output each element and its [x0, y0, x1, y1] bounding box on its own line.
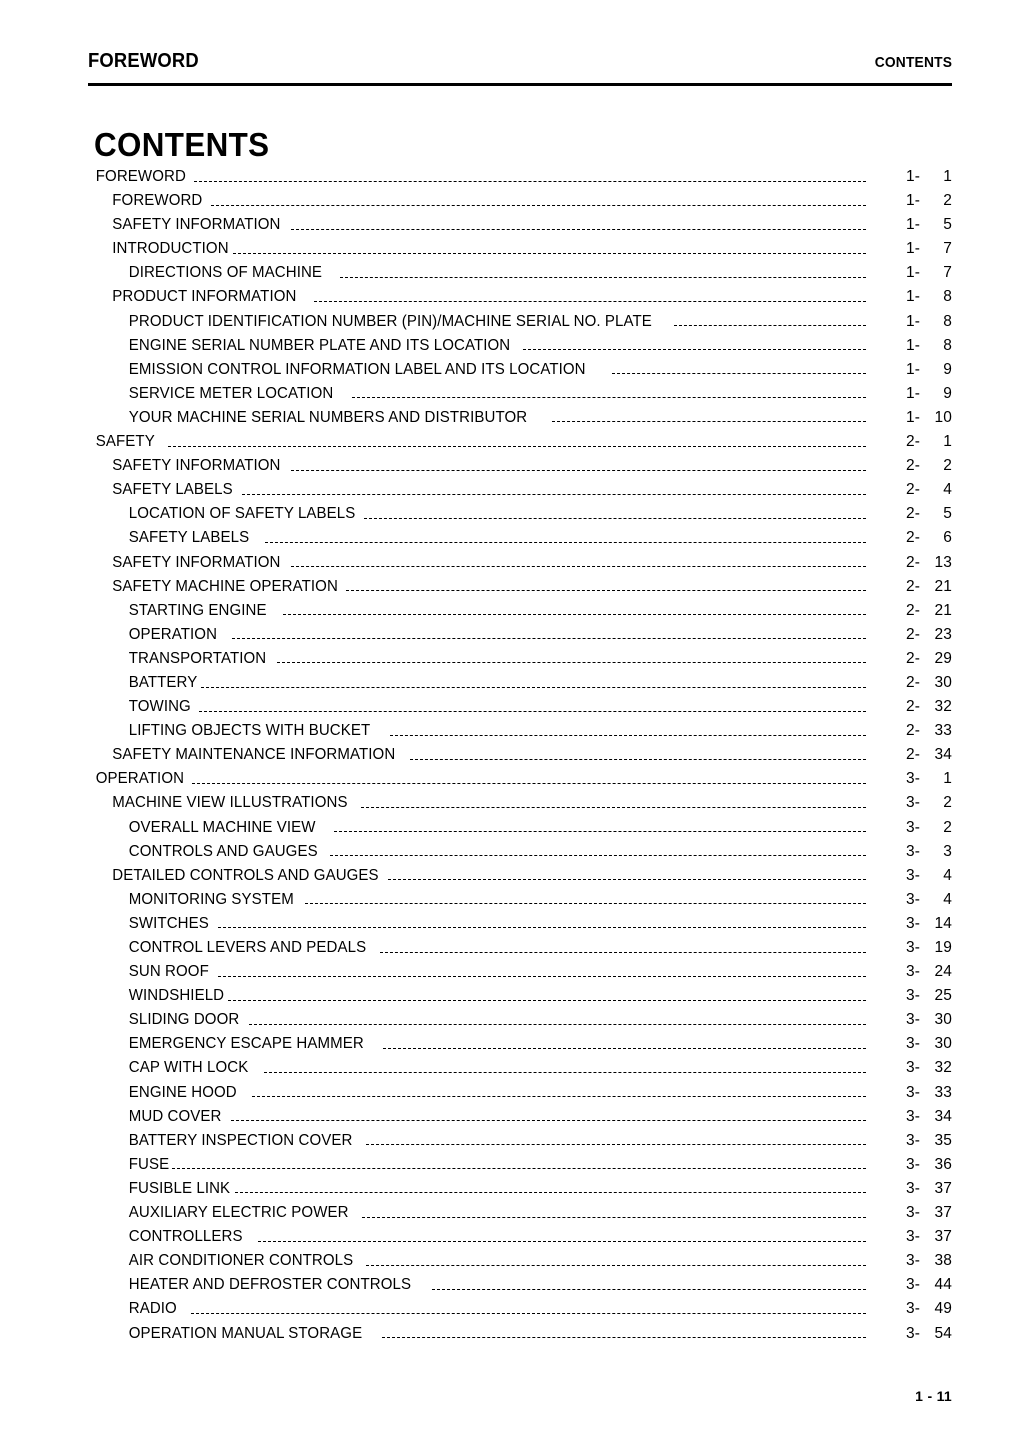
toc-entry[interactable] [88, 1325, 952, 1349]
toc-leader-dots [366, 1260, 866, 1271]
toc-entry[interactable] [88, 1180, 952, 1204]
toc-entry-chapter: 3- [906, 1011, 920, 1029]
toc-entry-chapter: 1- [906, 216, 920, 234]
toc-entry-chapter: 2- [906, 505, 920, 523]
toc-entry-label: ENGINE SERIAL NUMBER PLATE AND ITS LOCATION [128, 336, 511, 354]
toc-entry[interactable] [88, 867, 952, 891]
toc-entry-chapter: 1- [906, 312, 920, 330]
toc-entry[interactable] [88, 288, 952, 312]
toc-entry-chapter: 3- [906, 818, 920, 836]
toc-entry[interactable] [88, 746, 952, 770]
toc-leader-dots [523, 344, 866, 355]
toc-entry-label: SAFETY LABELS [112, 481, 233, 499]
toc-entry-label: SWITCHES [128, 914, 209, 932]
toc-entry-label: AUXILIARY ELECTRIC POWER [128, 1204, 349, 1222]
toc-entry-page: 7 [943, 240, 952, 258]
toc-entry-chapter: 2- [906, 553, 920, 571]
toc-entry-chapter: 2- [906, 673, 920, 691]
toc-entry-label: SAFETY INFORMATION [112, 553, 281, 571]
toc-leader-dots [366, 1139, 866, 1150]
toc-entry[interactable] [88, 819, 952, 843]
toc-entry-label: LIFTING OBJECTS WITH BUCKET [128, 722, 371, 740]
toc-entry-page: 24 [934, 963, 952, 981]
toc-entry-page: 49 [934, 1300, 952, 1318]
toc-entry-label: MACHINE VIEW ILLUSTRATIONS [112, 794, 348, 812]
toc-entry-chapter: 3- [906, 914, 920, 932]
toc-entry-chapter: 2- [906, 529, 920, 547]
toc-entry-page: 9 [943, 384, 952, 402]
toc-leader-dots [231, 1115, 866, 1126]
toc-entry-chapter: 3- [906, 1228, 920, 1246]
toc-entry-page: 13 [934, 553, 952, 571]
toc-entry[interactable] [88, 361, 952, 385]
toc-entry-page: 7 [943, 264, 952, 282]
toc-entry-page: 6 [943, 529, 952, 547]
toc-entry-label: CONTROLS AND GAUGES [128, 842, 318, 860]
toc-entry-page: 21 [934, 577, 952, 595]
toc-entry-label: STARTING ENGINE [128, 601, 267, 619]
toc-entry-chapter: 3- [906, 1107, 920, 1125]
toc-leader-dots [249, 1019, 866, 1030]
toc-entry-label: FUSIBLE LINK [128, 1179, 231, 1197]
toc-leader-dots [432, 1284, 866, 1295]
toc-leader-dots [277, 657, 866, 668]
toc-leader-dots [314, 296, 866, 307]
toc-entry[interactable] [88, 650, 952, 674]
toc-leader-dots [201, 682, 866, 693]
toc-leader-dots [352, 392, 866, 403]
toc-entry-chapter: 1- [906, 336, 920, 354]
toc-entry-label: FUSE [128, 1155, 170, 1173]
toc-entry[interactable] [88, 1300, 952, 1324]
toc-entry[interactable] [88, 602, 952, 626]
toc-leader-dots [382, 1332, 866, 1343]
toc-leader-dots [258, 1236, 866, 1247]
toc-entry-label: DIRECTIONS OF MACHINE [128, 264, 323, 282]
toc-leader-dots [218, 922, 866, 933]
toc-entry-page: 32 [934, 1059, 952, 1077]
toc-entry-label: TOWING [128, 698, 191, 716]
toc-entry-page: 14 [934, 914, 952, 932]
toc-entry-label: SAFETY INFORMATION [112, 216, 281, 234]
toc-leader-dots [283, 609, 866, 620]
header-divider [88, 83, 952, 86]
footer-page-number: 1 - 11 [915, 1388, 952, 1404]
table-of-contents [88, 168, 952, 1349]
toc-entry-chapter: 2- [906, 625, 920, 643]
toc-leader-dots [265, 537, 866, 548]
toc-entry[interactable] [88, 674, 952, 698]
toc-entry-chapter: 3- [906, 890, 920, 908]
toc-entry-page: 2 [943, 457, 952, 475]
toc-entry-label: CAP WITH LOCK [128, 1059, 249, 1077]
toc-entry-page: 25 [934, 987, 952, 1005]
toc-entry[interactable] [88, 1252, 952, 1276]
toc-entry-page: 2 [943, 818, 952, 836]
toc-entry[interactable] [88, 1084, 952, 1108]
toc-entry-page: 2 [943, 794, 952, 812]
toc-entry-chapter: 3- [906, 1324, 920, 1342]
toc-entry[interactable] [88, 1108, 952, 1132]
toc-entry-page: 29 [934, 649, 952, 667]
toc-entry[interactable] [88, 313, 952, 337]
toc-entry-page: 1 [943, 770, 952, 788]
toc-entry-label: RADIO [128, 1300, 177, 1318]
toc-entry-label: LOCATION OF SAFETY LABELS [128, 505, 356, 523]
toc-entry[interactable] [88, 891, 952, 915]
toc-leader-dots [390, 730, 866, 741]
toc-entry[interactable] [88, 457, 952, 481]
toc-leader-dots [172, 1163, 866, 1174]
toc-entry-chapter: 1- [906, 264, 920, 282]
toc-entry-chapter: 3- [906, 1276, 920, 1294]
toc-entry[interactable] [88, 722, 952, 746]
toc-leader-dots [361, 802, 866, 813]
toc-entry-label: SAFETY MACHINE OPERATION [112, 577, 338, 595]
toc-entry-page: 23 [934, 625, 952, 643]
toc-entry[interactable] [88, 168, 952, 192]
toc-entry-label: SLIDING DOOR [128, 1011, 240, 1029]
toc-leader-dots [191, 1308, 866, 1319]
toc-entry-chapter: 3- [906, 770, 920, 788]
toc-entry-page: 8 [943, 336, 952, 354]
toc-entry[interactable] [88, 264, 952, 288]
toc-leader-dots [362, 1212, 866, 1223]
toc-leader-dots [334, 826, 866, 837]
toc-leader-dots [199, 706, 866, 717]
toc-entry-chapter: 1- [906, 384, 920, 402]
toc-entry-chapter: 3- [906, 963, 920, 981]
toc-leader-dots [232, 633, 866, 644]
toc-entry[interactable] [88, 915, 952, 939]
toc-entry-page: 2 [943, 192, 952, 210]
toc-leader-dots [388, 874, 866, 885]
toc-leader-dots [252, 1091, 866, 1102]
toc-entry[interactable] [88, 192, 952, 216]
toc-entry-label: SERVICE METER LOCATION [128, 384, 334, 402]
toc-leader-dots [228, 995, 866, 1006]
toc-entry[interactable] [88, 554, 952, 578]
toc-entry-chapter: 3- [906, 1252, 920, 1270]
toc-entry-label: MUD COVER [128, 1107, 222, 1125]
toc-entry-chapter: 3- [906, 1204, 920, 1222]
toc-entry-label: SAFETY LABELS [128, 529, 250, 547]
toc-entry[interactable] [88, 770, 952, 794]
toc-entry-label: PRODUCT INFORMATION [112, 288, 297, 306]
toc-entry-chapter: 3- [906, 939, 920, 956]
toc-entry-page: 8 [943, 312, 952, 330]
toc-entry-label: SAFETY INFORMATION [112, 457, 281, 475]
toc-leader-dots [380, 947, 866, 958]
toc-entry-page: 4 [943, 481, 952, 499]
toc-entry-chapter: 1- [906, 408, 920, 426]
toc-entry-label: AIR CONDITIONER CONTROLS [128, 1252, 354, 1270]
toc-entry-page: 32 [934, 698, 952, 716]
toc-entry-label: CONTROL LEVERS AND PEDALS [128, 939, 367, 956]
toc-entry-label: CONTROLLERS [128, 1228, 243, 1246]
toc-leader-dots [194, 176, 866, 187]
toc-entry-chapter: 2- [906, 649, 920, 667]
toc-entry-label: FOREWORD [112, 192, 203, 210]
toc-entry[interactable] [88, 1132, 952, 1156]
toc-entry-page: 35 [934, 1131, 952, 1149]
toc-entry-page: 3 [943, 842, 952, 860]
toc-entry[interactable] [88, 843, 952, 867]
toc-entry-chapter: 2- [906, 601, 920, 619]
toc-entry-chapter: 2- [906, 698, 920, 716]
toc-entry-page: 5 [943, 216, 952, 234]
toc-entry-chapter: 3- [906, 1300, 920, 1318]
toc-entry-label: FOREWORD [95, 168, 186, 185]
toc-entry-label: OPERATION MANUAL STORAGE [128, 1324, 363, 1342]
toc-leader-dots [364, 513, 866, 524]
toc-entry-label: HEATER AND DEFROSTER CONTROLS [128, 1276, 412, 1294]
toc-leader-dots [192, 778, 866, 789]
toc-entry-chapter: 2- [906, 722, 920, 740]
toc-leader-dots [340, 272, 866, 283]
toc-entry[interactable] [88, 1276, 952, 1300]
toc-entry-chapter: 2- [906, 746, 920, 764]
toc-entry-chapter: 1- [906, 168, 920, 185]
toc-leader-dots [552, 416, 866, 427]
toc-entry-chapter: 2- [906, 457, 920, 475]
toc-entry-chapter: 3- [906, 987, 920, 1005]
toc-entry-label: MONITORING SYSTEM [128, 890, 294, 908]
toc-leader-dots [330, 850, 866, 861]
toc-entry-page: 10 [934, 408, 952, 426]
toc-entry-label: EMISSION CONTROL INFORMATION LABEL AND ITS LOCATION [128, 360, 586, 378]
toc-leader-dots [242, 489, 866, 500]
toc-entry-page: 37 [934, 1204, 952, 1222]
toc-entry-page: 34 [934, 746, 952, 764]
toc-entry-chapter: 3- [906, 1179, 920, 1197]
toc-leader-dots [233, 248, 866, 259]
header-section-title: FOREWORD [88, 50, 199, 72]
toc-entry[interactable] [88, 626, 952, 650]
toc-entry-label: EMERGENCY ESCAPE HAMMER [128, 1035, 364, 1053]
toc-entry-page: 4 [943, 890, 952, 908]
toc-entry-page: 1 [943, 433, 952, 451]
toc-entry-chapter: 1- [906, 360, 920, 378]
toc-entry-chapter: 3- [906, 1155, 920, 1173]
toc-leader-dots [218, 971, 866, 982]
toc-entry-page: 37 [934, 1179, 952, 1197]
toc-leader-dots [291, 224, 866, 235]
toc-entry[interactable] [88, 1035, 952, 1059]
toc-entry-chapter: 3- [906, 1059, 920, 1077]
header-chapter-title: CONTENTS [874, 54, 952, 71]
toc-entry-chapter: 3- [906, 842, 920, 860]
toc-entry-label: ENGINE HOOD [128, 1083, 237, 1101]
toc-entry-page: 30 [934, 1011, 952, 1029]
toc-entry[interactable] [88, 505, 952, 529]
toc-leader-dots [291, 561, 866, 572]
toc-entry-label: DETAILED CONTROLS AND GAUGES [112, 866, 379, 884]
toc-entry-page: 33 [934, 722, 952, 740]
toc-entry-label: TRANSPORTATION [128, 649, 267, 667]
toc-entry[interactable] [88, 409, 952, 433]
toc-entry[interactable] [88, 794, 952, 818]
toc-entry-page: 5 [943, 505, 952, 523]
toc-entry-label: OPERATION [128, 625, 218, 643]
toc-leader-dots [410, 754, 866, 765]
toc-entry[interactable] [88, 481, 952, 505]
toc-entry-page: 8 [943, 288, 952, 306]
toc-entry-page: 21 [934, 601, 952, 619]
toc-entry[interactable] [88, 963, 952, 987]
toc-leader-dots [305, 898, 866, 909]
toc-entry-label: OVERALL MACHINE VIEW [128, 818, 316, 836]
toc-entry-page: 38 [934, 1252, 952, 1270]
toc-entry-label: WINDSHIELD [128, 987, 225, 1005]
toc-entry-page: 30 [934, 1035, 952, 1053]
toc-entry-label: INTRODUCTION [112, 240, 229, 258]
toc-entry-label: SAFETY MAINTENANCE INFORMATION [112, 746, 396, 764]
toc-entry-label: SUN ROOF [128, 963, 209, 981]
toc-entry-chapter: 2- [906, 433, 920, 451]
toc-entry-chapter: 1- [906, 288, 920, 306]
toc-entry[interactable] [88, 433, 952, 457]
toc-entry-page: 37 [934, 1228, 952, 1246]
toc-leader-dots [291, 465, 866, 476]
toc-entry-page: 36 [934, 1155, 952, 1173]
toc-entry[interactable] [88, 987, 952, 1011]
toc-entry-chapter: 3- [906, 1131, 920, 1149]
toc-entry-label: SAFETY [95, 433, 155, 451]
toc-entry-chapter: 1- [906, 192, 920, 210]
toc-entry-page: 9 [943, 360, 952, 378]
toc-entry-page: 1 [943, 168, 952, 185]
toc-leader-dots [168, 441, 866, 452]
toc-entry[interactable] [88, 1156, 952, 1180]
toc-leader-dots [346, 585, 866, 596]
toc-entry-page: 54 [934, 1324, 952, 1342]
toc-leader-dots [383, 1043, 866, 1054]
toc-entry-page: 34 [934, 1107, 952, 1125]
toc-leader-dots [264, 1067, 866, 1078]
toc-entry-chapter: 1- [906, 240, 920, 258]
toc-entry[interactable] [88, 939, 952, 963]
toc-entry-chapter: 3- [906, 1083, 920, 1101]
toc-entry-label: PRODUCT IDENTIFICATION NUMBER (PIN)/MACHINE SERIAL NO. PLATE [128, 312, 652, 330]
toc-entry[interactable] [88, 337, 952, 361]
toc-entry[interactable] [88, 529, 952, 553]
toc-entry-page: 19 [934, 939, 952, 956]
toc-entry-chapter: 2- [906, 577, 920, 595]
toc-entry-page: 44 [934, 1276, 952, 1294]
toc-entry-page: 33 [934, 1083, 952, 1101]
toc-leader-dots [235, 1187, 866, 1198]
toc-entry-page: 4 [943, 866, 952, 884]
running-header [88, 50, 952, 73]
toc-entry[interactable] [88, 1011, 952, 1035]
toc-entry[interactable] [88, 578, 952, 602]
page-title: CONTENTS [94, 126, 270, 163]
toc-leader-dots [674, 320, 866, 331]
toc-entry-chapter: 3- [906, 794, 920, 812]
toc-entry[interactable] [88, 1228, 952, 1252]
toc-entry-chapter: 3- [906, 866, 920, 884]
toc-entry[interactable] [88, 385, 952, 409]
toc-leader-dots [211, 200, 866, 211]
toc-leader-dots [612, 368, 866, 379]
toc-entry-chapter: 2- [906, 481, 920, 499]
toc-entry[interactable] [88, 240, 952, 264]
toc-entry-label: YOUR MACHINE SERIAL NUMBERS AND DISTRIBUTOR [128, 408, 528, 426]
toc-entry[interactable] [88, 1204, 952, 1228]
toc-entry[interactable] [88, 1059, 952, 1083]
toc-entry-chapter: 3- [906, 1035, 920, 1053]
toc-entry[interactable] [88, 698, 952, 722]
toc-entry-page: 30 [934, 673, 952, 691]
toc-entry-label: OPERATION [95, 770, 185, 788]
toc-entry[interactable] [88, 216, 952, 240]
toc-entry-label: BATTERY [128, 673, 198, 691]
toc-entry-label: BATTERY INSPECTION COVER [128, 1131, 353, 1149]
